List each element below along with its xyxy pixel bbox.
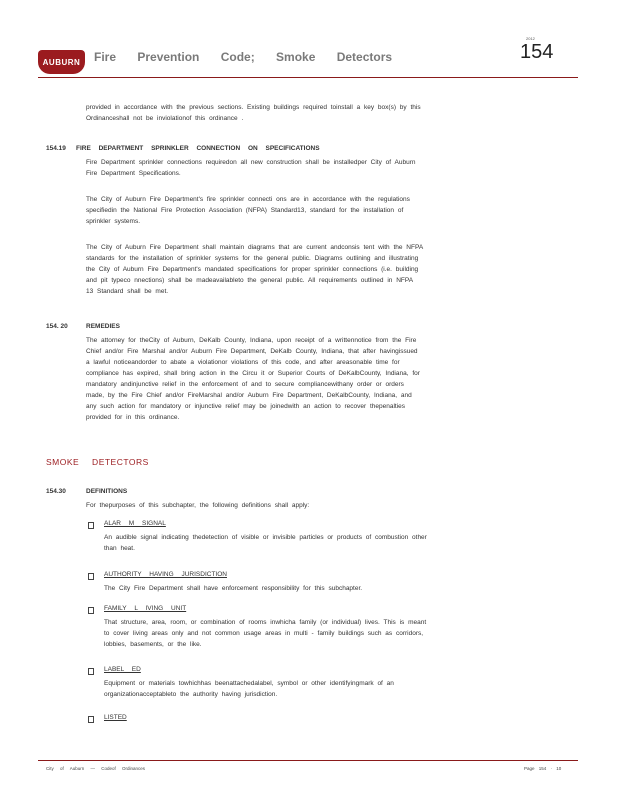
paragraph-line: standards for the installation of sprinkler systems for the general public. Diagrams outlining and illustrating [86,255,419,262]
intro-line-2: Ordinanceshall not be inviolationof this ordinance . [86,115,244,122]
section-number: 154. 20 [46,323,68,330]
paragraph-line: mandatory andinjunctive relief in the enforcement of and to secure compliancewithany order or orders [86,381,404,388]
paragraph-line: the City of Auburn Fire Department's mandated specifications for proper sprinkler connections (i.e. building [86,266,419,273]
paragraph-line: a lawful noticeandorder to abate a violationor violations of this code, and after areasonable time for [86,359,400,366]
paragraph-line: provided for in this ordinance. [86,414,180,421]
paragraph-line: The attorney for theCity of Auburn, DeKalb County, Indiana, upon receipt of a writtennotice from the Fire [86,337,417,344]
major-heading: SMOKE DETECTORS [46,457,149,467]
paragraph-line: and pit typeco nnections) shall be madeavailableto the general public. All requirements outlined in NFPA [86,277,414,284]
footer-divider [38,760,578,761]
definition-line: The City Fire Department shall have enforcement responsibility for this subchapter. [104,585,363,592]
definition-line: organizationacceptableto the authority having jurisdiction. [104,691,278,698]
header-divider [38,77,578,78]
paragraph-line: The City of Auburn Fire Department's fire sprinkler connecti ons are in accordance with the regulations [86,196,410,203]
checkbox-bullet-icon [88,607,94,614]
section-heading: FIRE DEPARTMENT SPRINKLER CONNECTION ON SPECIFICATIONS [76,145,320,152]
section-number: 154.30 [46,488,66,495]
paragraph-line: made, by the Fire Chief and/or FireMarshal and/or Auburn Fire Department, DeKalbCounty, Indiana, and [86,392,412,399]
section-heading: REMEDIES [86,323,120,330]
definition-line: Equipment or materials towhichhas beenattachedalabel, symbol or other identifyingmark of an [104,680,394,687]
section-heading: DEFINITIONS [86,488,128,495]
logo-text: AUBURN [42,57,81,67]
checkbox-bullet-icon [88,716,94,723]
footer-page: Page 154 · 10 [524,766,562,771]
auburn-logo [38,50,85,74]
paragraph-line: 13 Standard shall be met. [86,288,169,295]
definition-term: AUTHORITY HAVING JURISDICTION [104,571,227,578]
definition-term: ALAR M SIGNAL [104,520,166,527]
definitions-intro: For thepurposes of this subchapter, the following definitions shall apply: [86,502,310,509]
paragraph-line: compliance has expired, shall bring action in the Circu it or Superior Courts of DeKalbCounty, Indiana, for [86,370,420,377]
definition-term: FAMILY L IVING UNIT [104,605,187,612]
definition-line: An audible signal indicating thedetection of visible or invisible particles or products of combustion other [104,534,427,541]
checkbox-bullet-icon [88,522,94,529]
section-number: 154.19 [46,145,66,152]
definition-term: LISTED [104,714,127,721]
definition-line: lobbies, basements, or the like. [104,641,202,648]
checkbox-bullet-icon [88,668,94,675]
page-title: Fire Prevention Code; Smoke Detectors [94,50,393,64]
paragraph-line: Chief and/or Fire Marshal and/or Auburn Fire Department, DeKalb County, Indiana, that after havingissued [86,348,418,355]
definition-line: That structure, area, room, or combination of rooms inwhicha family (or individual) lives. This is meant [104,619,427,626]
paragraph-line: specifiedin the National Fire Protection Association (NFPA) Standard13, standard for the installation of [86,207,404,214]
definition-line: than heat. [104,545,135,552]
footer-source: City of Auburn — Codeof Ordinances [46,766,146,771]
definition-line: to cover living areas only and not common usage areas in multi - family buildings such as corridors, [104,630,424,637]
checkbox-bullet-icon [88,573,94,580]
header-year: 2012 [526,36,535,41]
page-number: 154 [520,41,554,63]
definition-term: LABEL ED [104,666,141,673]
paragraph-line: Fire Department sprinkler connections requiredon all new construction shall be installedper City of Auburn [86,159,416,166]
paragraph-line: The City of Auburn Fire Department shall maintain diagrams that are current andconsis tent with the NFPA [86,244,424,251]
paragraph-line: sprinkler systems. [86,218,141,225]
intro-line-1: provided in accordance with the previous sections. Existing buildings required toinstall a key box(s) by this [86,104,421,111]
paragraph-line: any such action for mandatory or injunctive relief may be joinedwith an action to recover thepenalties [86,403,406,410]
paragraph-line: Fire Department Specifications. [86,170,181,177]
